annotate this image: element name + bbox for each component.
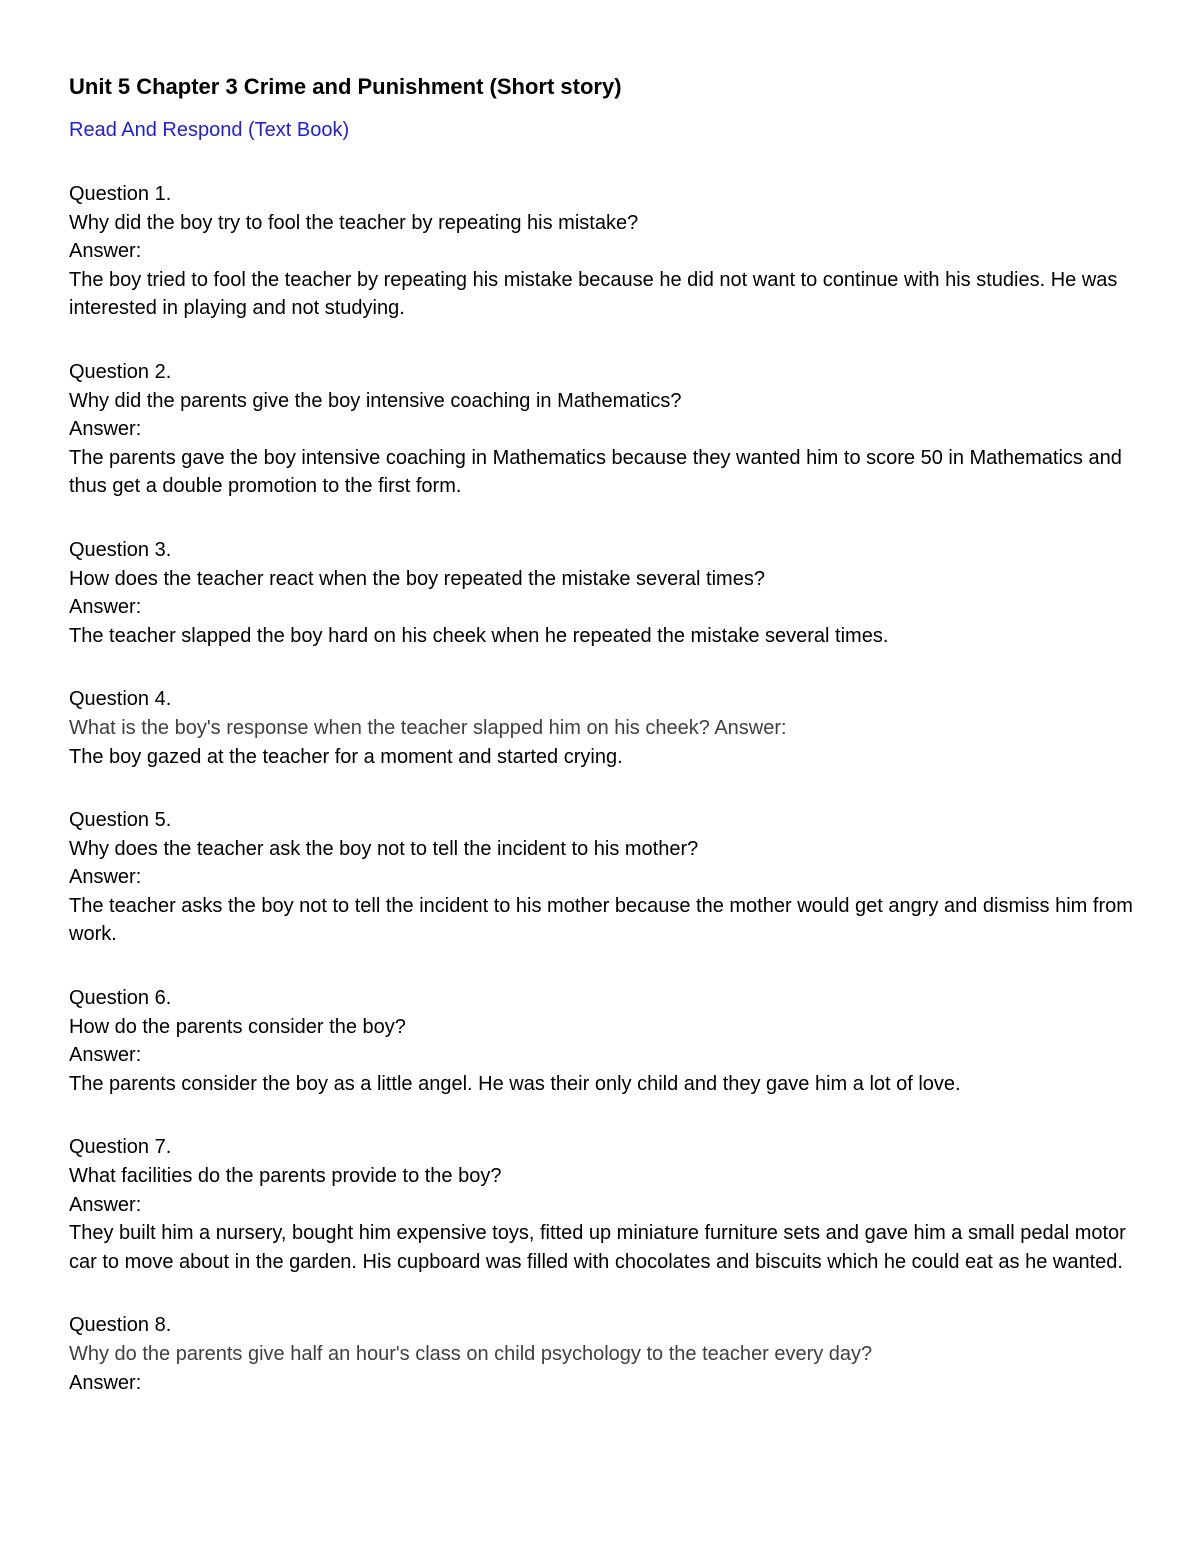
question-label: Question 1. (69, 183, 172, 205)
question-label: Question 4. (69, 688, 172, 711)
page-title: Unit 5 Chapter 3 Crime and Punishment (Short story) (69, 74, 622, 99)
qa-item (69, 358, 1139, 501)
answer-label: Answer: (69, 240, 142, 263)
document-page (69, 72, 1139, 1397)
qa-item (69, 180, 1139, 323)
qa-item (69, 536, 1139, 650)
answer-text: The boy gazed at the teacher for a moment and started crying. (69, 745, 623, 768)
question-text: Why do the parents give half an hour's class on child psychology to the teacher every day? (69, 1343, 873, 1365)
question-text: How does the teacher react when the boy repeated the mistake several times? (69, 567, 765, 590)
answer-label: Answer: (69, 866, 142, 889)
question-label: Question 7. (69, 1136, 172, 1159)
question-label: Question 3. (69, 538, 172, 561)
answer-text: The boy tried to fool the teacher by repeating his mistake because he did not want to continue with his studies. He was interested in playing and not studying. (69, 268, 1118, 320)
question-label: Question 6. (69, 987, 172, 1010)
question-label: Question 2. (69, 360, 172, 383)
qa-item (69, 1133, 1139, 1276)
answer-label: Answer: (69, 418, 142, 441)
question-label: Question 5. (69, 809, 172, 832)
answer-label: Answer: (69, 596, 142, 619)
qa-item (69, 685, 1139, 771)
question-text: Why did the boy try to fool the teacher by repeating his mistake? (69, 211, 639, 234)
answer-text: They built him a nursery, bought him expensive toys, fitted up miniature furniture sets and gave him a small pedal motor car to move about in the garden. His cupboard was filled with chocolates and biscuits which he could eat as he wanted. (69, 1222, 1126, 1273)
question-text: What is the boy's response when the teacher slapped him on his cheek? Answer: (69, 716, 787, 739)
qa-item (69, 806, 1139, 949)
section-subtitle: Read And Respond (Text Book) (69, 119, 350, 141)
question-text: What facilities do the parents provide to the boy? (69, 1165, 502, 1188)
answer-text: The teacher asks the boy not to tell the incident to his mother because the mother would get angry and dismiss him from work. (69, 894, 1133, 946)
qa-item (69, 984, 1139, 1098)
question-label: Question 8. (69, 1314, 172, 1337)
question-text: Why did the parents give the boy intensive coaching in Mathematics? (69, 389, 682, 412)
question-text: Why does the teacher ask the boy not to tell the incident to his mother? (69, 837, 699, 860)
question-text: How do the parents consider the boy? (69, 1015, 406, 1038)
answer-text: The parents consider the boy as a little angel. He was their only child and they gave him a lot of love. (69, 1072, 961, 1095)
answer-label: Answer: (69, 1371, 142, 1394)
answer-text: The teacher slapped the boy hard on his cheek when he repeated the mistake several times. (69, 624, 889, 647)
qa-item (69, 1311, 1139, 1397)
answer-label: Answer: (69, 1193, 142, 1216)
answer-label: Answer: (69, 1044, 142, 1067)
answer-text: The parents gave the boy intensive coaching in Mathematics because they wanted him to score 50 in Mathematics and thus get a double promotion to the first form. (69, 446, 1122, 498)
